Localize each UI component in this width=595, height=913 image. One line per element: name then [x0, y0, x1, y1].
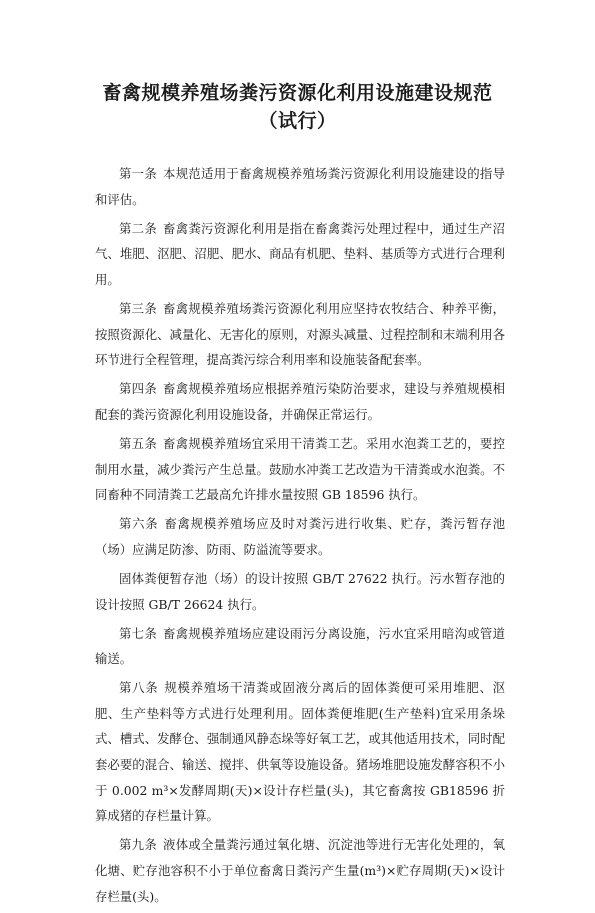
article-label: 第四条	[119, 381, 158, 397]
article-6-continuation	[95, 566, 505, 617]
article-label: 第九条	[119, 837, 158, 853]
article-label: 第八条	[119, 680, 159, 696]
article-text: 畜禽规模养殖场应建设雨污分离设施，污水宜采用暗沟或管道输送。	[95, 625, 506, 667]
article-text: 固体粪便暂存池（场）的设计按照 GB/T 27622 执行。污水暂存池的设计按照 GB/T 26624 执行。	[95, 570, 505, 612]
article-3	[95, 296, 505, 373]
article-label: 第七条	[119, 625, 158, 641]
article-text: 液体或全量粪污通过氧化塘、沉淀池等进行无害化处理的，氧化塘、贮存池容积不小于单位畜禽日粪污产生量(m³)×贮存周期(天)×设计存栏量(头)。	[95, 837, 506, 904]
article-label: 第一条	[119, 166, 158, 181]
article-text: 畜禽规模养殖场宜采用干清粪工艺。采用水泡粪工艺的，要控制用水量，减少粪污产生总量。鼓励水冲粪工艺改造为干清粪或水泡粪。不同畜种不同清粪工艺最高允许排水量按照 GB 18596 执行。	[95, 435, 506, 503]
article-text: 本规范适用于畜禽规模养殖场粪污资源化利用设施建设的指导和评估。	[95, 166, 506, 207]
article-8	[95, 675, 505, 829]
article-label: 第五条	[119, 435, 158, 451]
document-title: 畜禽规模养殖场粪污资源化利用设施建设规范	[102, 82, 493, 104]
article-label: 第六条	[119, 516, 159, 532]
article-text: 规模养殖场干清粪或固液分离后的固体粪便可采用堆肥、沤肥、生产垫料等方式进行处理利用。固体粪便堆肥(生产垫料)宜采用条垛式、槽式、发酵仓、强制通风静态垛等好氧工艺，或其他适用技术，同时配套必要的混合、输送、搅拌、供氧等设施设备。猪场堆肥设施发酵容积不小于 0.002 m³×发酵周期(天)×设计存栏量(头)，其它畜禽按 GB18596 折算成猪的存栏量计算。	[95, 680, 506, 824]
article-4	[95, 376, 505, 427]
article-text: 畜禽规模养殖场粪污资源化利用应坚持农牧结合、种养平衡，按照资源化、减量化、无害化的原则，对源头减量、过程控制和末端利用各环节进行全程管理，提高粪污综合利用率和设施装备配套率。	[95, 300, 506, 368]
article-2	[95, 216, 505, 293]
article-6	[95, 511, 505, 562]
document-subtitle: （试行）	[258, 110, 337, 132]
document-body	[95, 161, 505, 913]
article-text: 畜禽规模养殖场应根据养殖污染防治要求，建设与养殖规模相配套的粪污资源化利用设施设备，并确保正常运行。	[95, 381, 506, 422]
article-9	[95, 832, 505, 909]
article-5	[95, 431, 505, 508]
article-1	[95, 161, 505, 212]
article-text: 畜禽规模养殖场应及时对粪污进行收集、贮存，粪污暂存池（场）应满足防渗、防雨、防溢流等要求。	[95, 516, 506, 557]
article-label: 第二条	[119, 220, 158, 236]
article-text: 畜禽粪污资源化利用是指在畜禽粪污处理过程中，通过生产沼气、堆肥、沤肥、沼肥、肥水、商品有机肥、垫料、基质等方式进行合理利用。	[95, 220, 506, 287]
article-7	[95, 621, 505, 672]
article-label: 第三条	[119, 300, 158, 316]
